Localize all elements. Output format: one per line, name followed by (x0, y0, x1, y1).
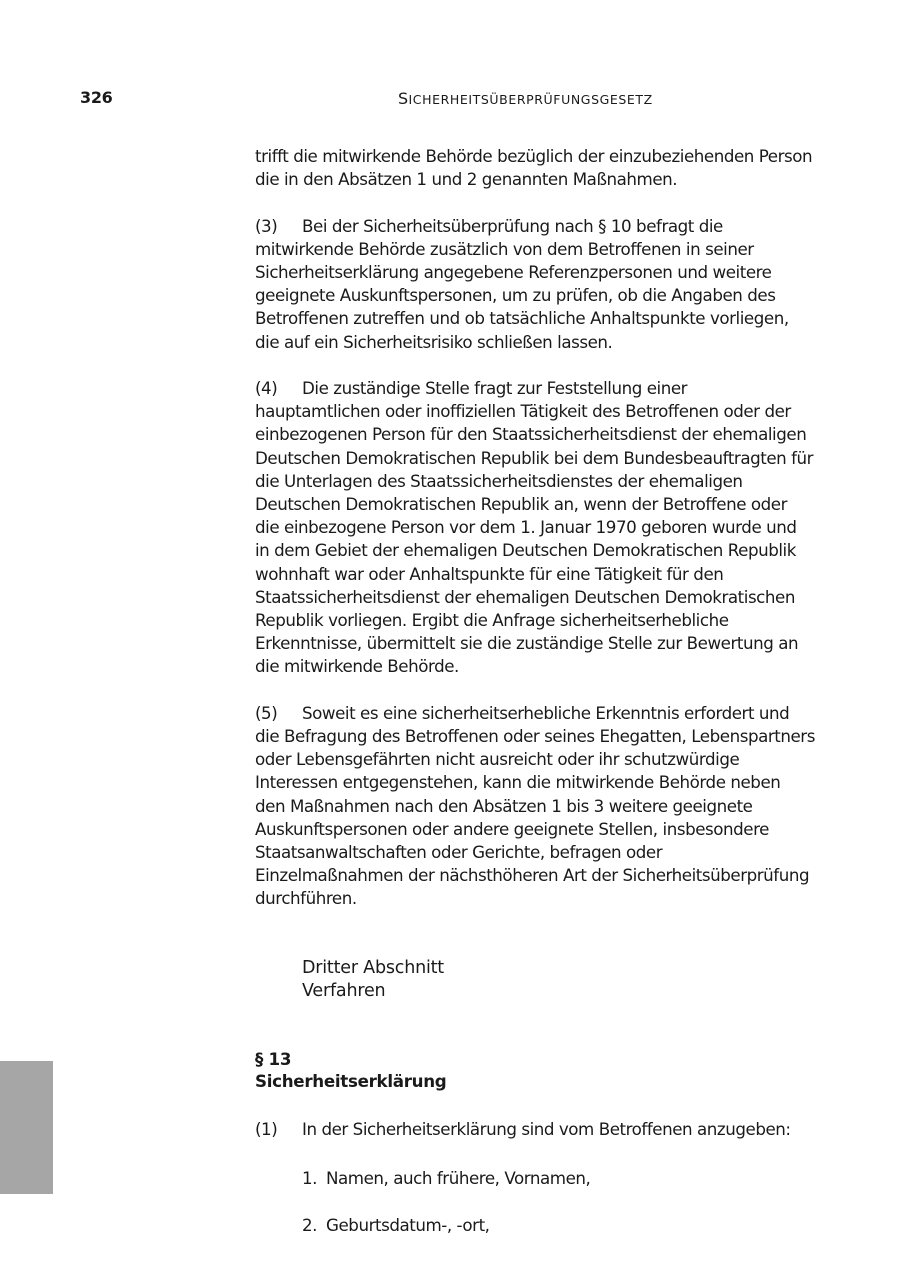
margin-tab (0, 1061, 53, 1194)
paragraph-4 (255, 377, 815, 679)
running-head-initial: S (398, 89, 409, 108)
list-item (302, 1167, 815, 1190)
item-number: (1) (255, 1118, 278, 1139)
list-item (302, 1214, 815, 1237)
section-heading-line2: Verfahren (302, 981, 386, 1002)
running-head (398, 89, 653, 108)
continuation-text: trifft die mitwirkende Behörde bezüglich der einzubeziehenden Person die in den Absätzen 1 und 2 genannten Maßnahmen. (255, 146, 813, 190)
paragraph-5 (255, 702, 815, 911)
item-1 (255, 1118, 815, 1141)
list-item-number: 1. (302, 1167, 318, 1188)
section-heading (302, 957, 815, 1004)
paragraph-heading-number: § 13 (255, 1048, 292, 1069)
paragraph-3 (255, 215, 815, 354)
paragraph-number: (4) (255, 378, 278, 398)
section-heading-line1: Dritter Abschnitt (302, 957, 444, 978)
paragraph-number: (3) (255, 215, 278, 236)
paragraph-heading (255, 1048, 815, 1093)
paragraph-number: (5) (255, 702, 278, 723)
list-item-number: 2. (302, 1215, 318, 1236)
paragraph-text: Die zuständige Stelle fragt zur Feststellung einer hauptamtlichen oder inoffiziellen Tätigkeit des Betroffenen oder der einbezogenen Person für den Staatssicherheitsdienst der ehemaligen Deutschen Demokratischen Republik bei dem Bundesbeauftragten für die Unterlagen des Staatssicherheitsdienstes der ehemaligen Deutschen Demokratischen Republik an, wenn der Betroffene oder die einbezogene Person vor dem 1. Januar 1970 geboren wurde und in dem Gebiet der ehemaligen Deutschen Demokratischen Republik wohnhaft war oder Anhaltspunkte für eine Tätigkeit für den Staatssicherheitsdienst der ehemaligen Deutschen Demokratischen Republik vorliegen. Ergibt die Anfrage sicherheitserhebliche Erkenntnisse, übermittelt sie die zuständige Stelle zur Bewertung an die mitwirkende Behörde. (255, 378, 814, 677)
running-head-rest: ICHERHEITSÜBERPRÜFUNGSGESETZ (408, 92, 653, 107)
paragraph-text: Soweit es eine sicherheitserhebliche Erkenntnis erfordert und die Befragung des Betroffenen oder seines Ehegatten, Lebenspartners oder Lebensgefährten nicht ausreicht oder ihr schutzwürdige Interessen entgegenstehen, kann die mitwirkende Behörde neben den Maßnahmen nach den Absätzen 1 bis 3 weitere geeignete Auskunftspersonen oder andere geeignete Stellen, insbesondere Staatsanwaltschaften oder Gerichte, befragen oder Einzelmaßnahmen der nächsthöheren Art der Sicherheitsüberprüfung durchführen. (255, 702, 815, 909)
paragraph-text: Bei der Sicherheitsüberprüfung nach § 10 befragt die mitwirkende Behörde zusätzlich von dem Betroffenen in seiner Sicherheitserklärung angegebene Referenzpersonen und weitere geeignete Auskunftspersonen, um zu prüfen, ob die Angaben des Betroffenen zutreffen und ob tatsächliche Anhaltspunkte vorliegen, die auf ein Sicherheitsrisiko schließen lassen. (255, 215, 789, 352)
list-item-text: Geburtsdatum-, -ort, (326, 1215, 490, 1236)
paragraph-heading-title: Sicherheitserklärung (255, 1071, 447, 1092)
page-number: 326 (80, 88, 113, 107)
list-item-text: Namen, auch frühere, Vornamen, (326, 1167, 591, 1188)
page-body (255, 145, 815, 1261)
enumerated-list (302, 1167, 815, 1237)
item-text: In der Sicherheitserklärung sind vom Betroffenen anzugeben: (302, 1118, 791, 1139)
